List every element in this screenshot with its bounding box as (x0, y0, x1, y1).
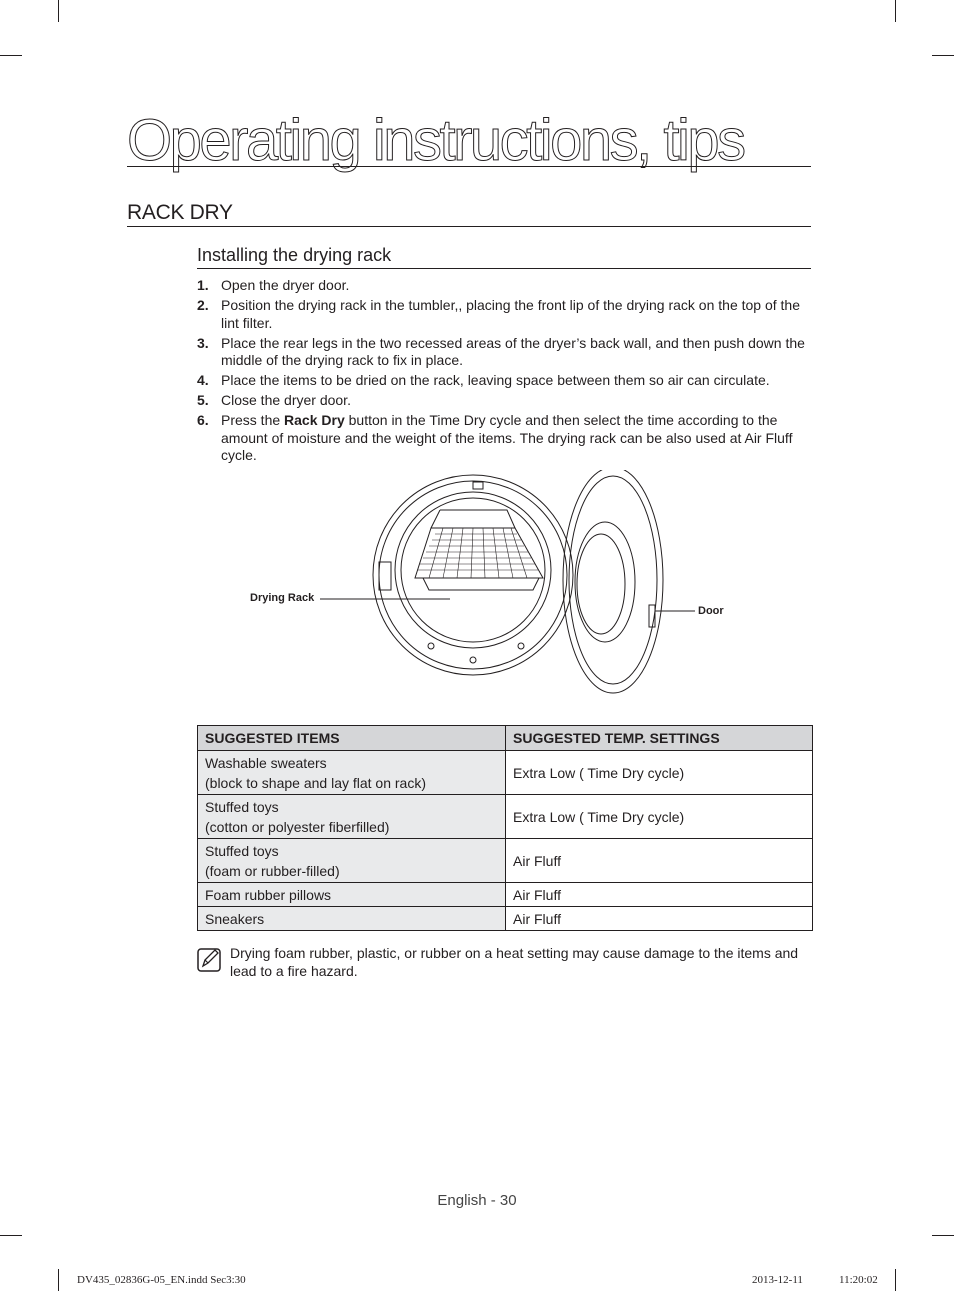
subsection-heading (197, 244, 811, 269)
step-text-after: button in the Time Dry cycle and then select the time according to the amount of moisture and the weight of the items. The drying rack can be also used at Air Fluff cycle. (221, 412, 793, 463)
item-note: (block to shape and lay flat on rack) (205, 774, 427, 791)
frame-screw (428, 643, 434, 649)
crop-mark (58, 1269, 59, 1291)
crop-mark (58, 0, 59, 22)
step-text (221, 412, 792, 463)
dryer-frame-outer (373, 475, 573, 675)
table-row (198, 907, 813, 931)
rack-dry-button-label: Rack Dry (284, 412, 345, 428)
crop-mark (932, 1235, 954, 1236)
step-text: Open the dryer door. (221, 277, 350, 293)
note-pencil-icon (197, 946, 221, 972)
step-item (197, 412, 811, 465)
page-number: English - 30 (437, 1192, 517, 1209)
crop-mark (895, 0, 896, 22)
step-item (197, 392, 811, 410)
step-text: Place the items to be dried on the rack, leaving space between them so air can circulate. (221, 372, 770, 388)
slug-date: 2013-12-11 (752, 1274, 803, 1286)
table-header-row (198, 726, 813, 751)
dryer-frame-inner (379, 481, 567, 669)
item-cell (198, 751, 506, 795)
step-number: 5. (197, 392, 209, 408)
table-header-settings: SUGGESTED TEMP. SETTINGS (506, 726, 813, 751)
step-number: 4. (197, 372, 209, 388)
door-window (575, 522, 635, 642)
step-item (197, 277, 811, 295)
table-row (198, 883, 813, 907)
step-number: 3. (197, 334, 209, 351)
step-item (197, 335, 811, 370)
section-heading (127, 199, 811, 227)
frame-screw (470, 657, 476, 663)
drying-rack-back (423, 578, 539, 590)
item-name: Stuffed toys (205, 842, 279, 859)
table-header-items: SUGGESTED ITEMS (198, 726, 506, 751)
item-name: Washable sweaters (205, 754, 327, 771)
door-switch (379, 562, 391, 590)
door-rim (569, 476, 657, 684)
frame-latch (473, 482, 483, 489)
item-cell (198, 795, 506, 839)
setting-cell: Air Fluff (506, 883, 813, 907)
page-title (127, 108, 811, 173)
subsection-heading-text: Installing the drying rack (197, 245, 392, 265)
dryer-rack-illustration (245, 470, 735, 705)
instruction-steps (197, 277, 811, 467)
drying-rack-back-wall (431, 510, 515, 528)
crop-mark (0, 1235, 22, 1236)
step-text: Position the drying rack in the tumbler,, placing the front lip of the drying rack on the top of the lint filter. (221, 297, 800, 331)
drying-rack-outline (415, 528, 543, 578)
dryer-drawing (245, 470, 735, 705)
crop-mark (895, 1269, 896, 1291)
step-item (197, 297, 811, 332)
item-cell: Foam rubber pillows (198, 883, 506, 907)
table-row (198, 795, 813, 839)
setting-cell: Air Fluff (506, 907, 813, 931)
item-name: Stuffed toys (205, 798, 279, 815)
step-number: 1. (197, 277, 209, 293)
suggested-items-table (197, 725, 813, 931)
step-text-before: Press the (221, 412, 285, 428)
drying-rack-grid (417, 528, 538, 578)
note-text: Drying foam rubber, plastic, or rubber on a heat setting may cause damage to the items and lead to a fire hazard. (230, 945, 799, 979)
section-heading-text: RACK DRY (127, 201, 233, 224)
item-cell: Sneakers (198, 907, 506, 931)
crop-mark (932, 55, 954, 56)
table-row (198, 751, 813, 795)
slug-file: DV435_02836G-05_EN.indd Sec3:30 (77, 1274, 246, 1286)
step-number: 2. (197, 297, 209, 313)
setting-cell: Extra Low ( Time Dry cycle) (506, 751, 813, 795)
setting-cell: Air Fluff (506, 839, 813, 883)
item-note: (foam or rubber-filled) (205, 862, 340, 879)
item-note: (cotton or polyester fiberfilled) (205, 818, 390, 835)
door-label: Door (698, 605, 724, 617)
crop-mark (0, 55, 22, 56)
page-title-text: Operating instructions, tips (127, 108, 744, 173)
step-number: 6. (197, 412, 209, 428)
step-text: Place the rear legs in the two recessed areas of the dryer’s back wall, and then push down the middle of the drying rack to fix in place. (221, 334, 805, 368)
drying-rack-label: Drying Rack (250, 592, 315, 604)
slug-time: 11:20:02 (839, 1274, 878, 1286)
frame-screw (518, 643, 524, 649)
door-outer (563, 470, 663, 693)
step-text: Close the dryer door. (221, 392, 351, 408)
table-row (198, 839, 813, 883)
step-item (197, 372, 811, 390)
door-glass (577, 534, 625, 634)
setting-cell: Extra Low ( Time Dry cycle) (506, 795, 813, 839)
item-cell (198, 839, 506, 883)
